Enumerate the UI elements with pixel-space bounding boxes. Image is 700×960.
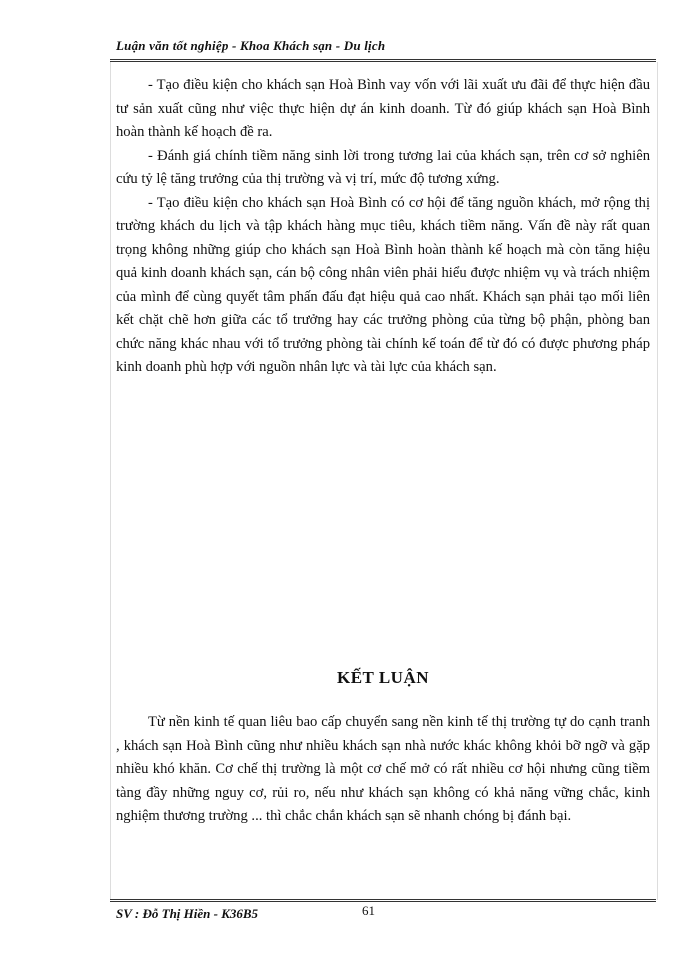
footer-rule [110, 899, 656, 902]
footer-author: SV : Đỗ Thị Hiền - K36B5 [116, 906, 259, 921]
header-rule [110, 59, 656, 62]
running-header: Luận văn tốt nghiệp - Khoa Khách sạn - Du lịch [116, 38, 386, 53]
paragraph: Từ nền kinh tế quan liêu bao cấp chuyển sang nền kinh tế thị trường tự do cạnh tranh , khách sạn Hoà Bình cũng như nhiều khách sạn nhà nước khác không khỏi bỡ ngỡ và gặp nhiều khó khăn. Cơ chế thị trường là một cơ chế mở có rất nhiều cơ hội nhưng cũng tiềm tàng đầy những nguy cơ, rủi ro, nếu như khách sạn không có khả năng vững chắc, kinh nghiệm thương trường ... thì chắc chắn khách sạn sẽ nhanh chóng bị đánh bại. [116, 714, 650, 824]
body-section-recommendations [116, 74, 650, 380]
paragraph: - Tạo điều kiện cho khách sạn Hoà Bình có cơ hội để tăng nguồn khách, mở rộng thị trường khách du lịch và tập khách hàng mục tiêu, khách tiềm năng. Vấn đề này rất quan trọng không những giúp cho khách sạn Hoà Bình hoàn thành kế hoạch mà còn tăng hiệu quả kinh doanh khách sạn, cán bộ công nhân viên phải hiểu được nhiệm vụ và trách nhiệm của mình để cùng quyết tâm phấn đấu đạt hiệu quả cao nhất. Khách sạn phải tạo mối liên kết chặt chẽ hơn giữa các tổ trưởng hay các trưởng phòng của từng bộ phận, phòng ban chức năng khác nhau với tổ trưởng phòng tài chính kế toán để từ đó có được phương pháp kinh doanh phù hợp với nguồn nhân lực và tài lực của khách sạn. [116, 194, 650, 375]
body-section-conclusion [116, 711, 650, 829]
conclusion-heading: KẾT LUẬN [336, 668, 429, 687]
paragraph: - Tạo điều kiện cho khách sạn Hoà Bình vay vốn với lãi xuất ưu đãi để thực hiện đầu tư sản xuất cũng như việc thực hiện dự án kinh doanh. Từ đó giúp khách sạn Hoà Bình hoàn thành kế hoạch đề ra. [116, 77, 650, 140]
page-number: 61 [362, 903, 375, 918]
paragraph: - Đánh giá chính tiềm năng sinh lời trong tương lai của khách sạn, trên cơ sở nghiên cứu tỷ lệ tăng trưởng của thị trường và vị trí, mức độ tương xứng. [116, 147, 650, 187]
